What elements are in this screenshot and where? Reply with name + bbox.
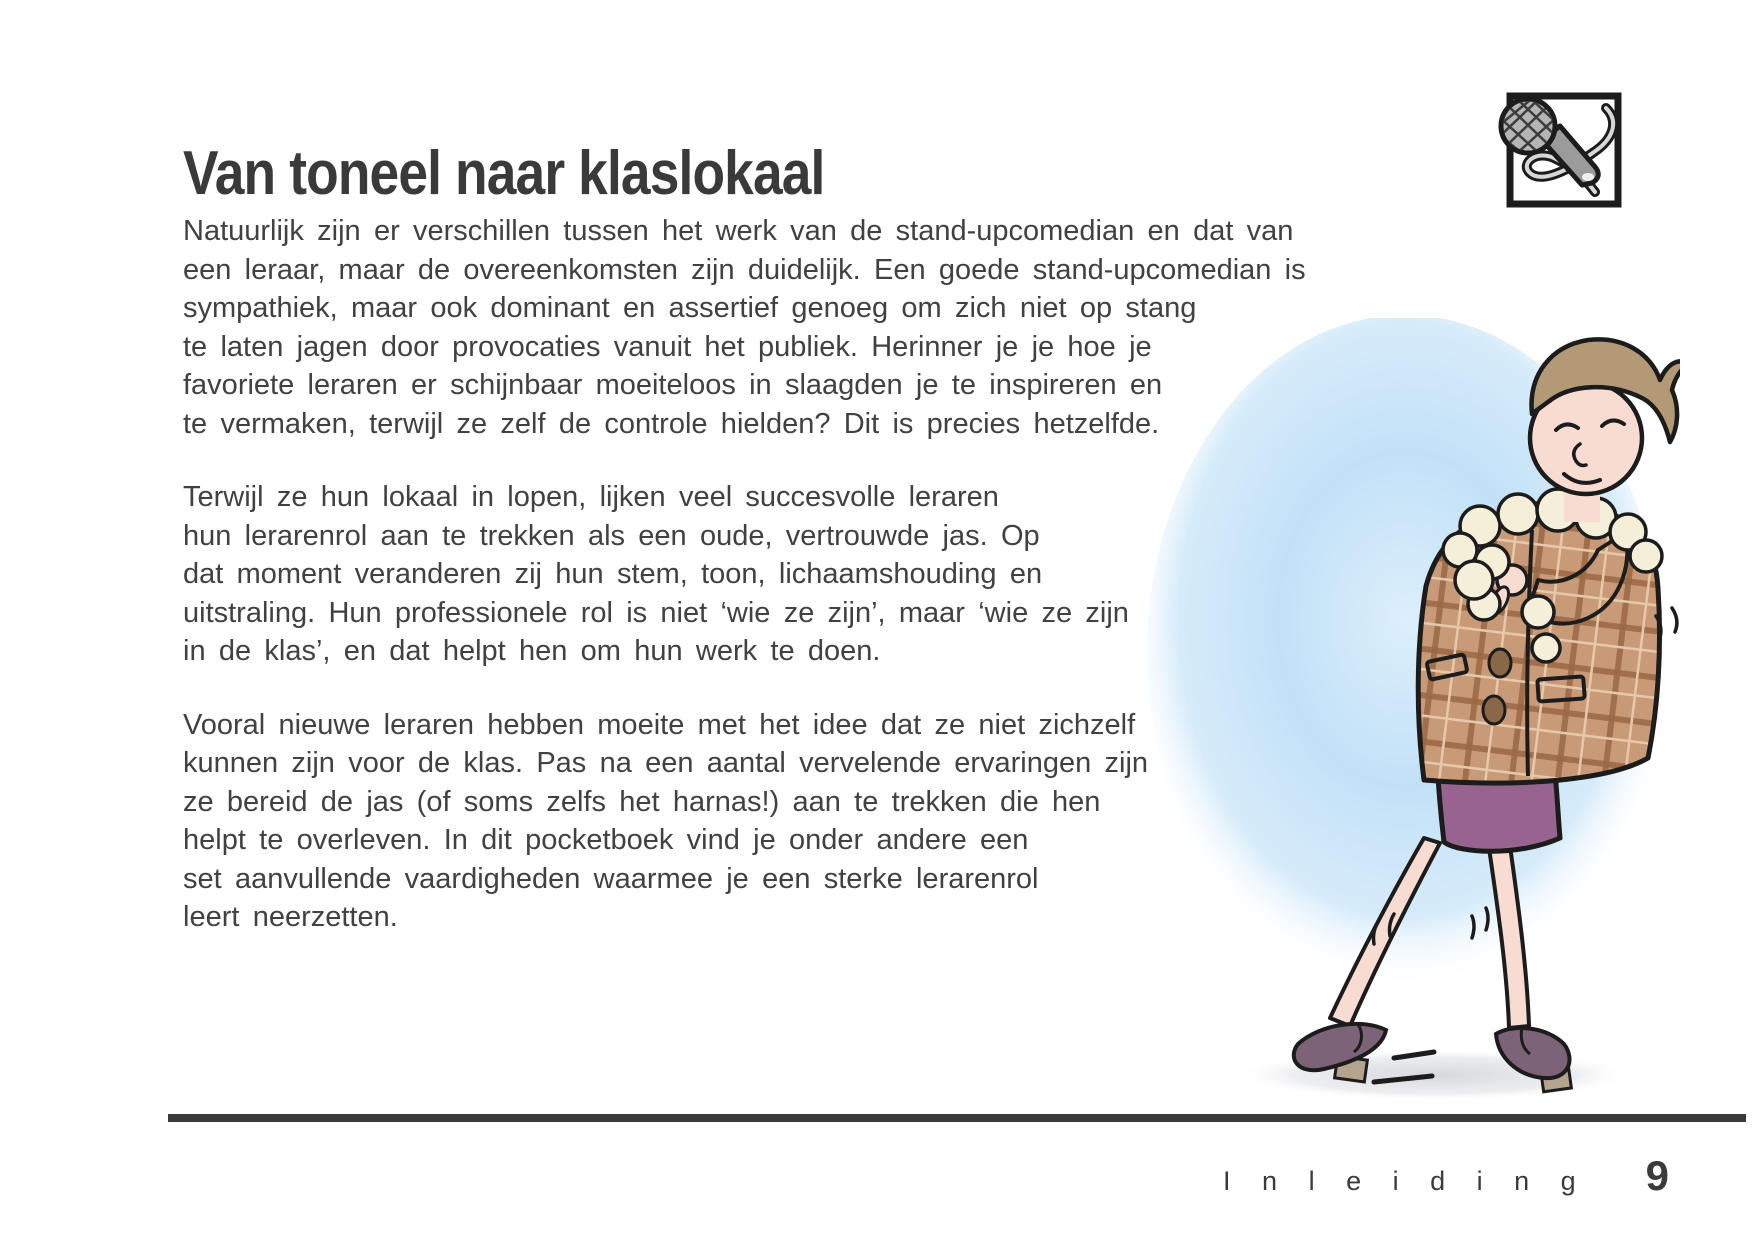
page-footer (183, 1152, 1669, 1200)
microphone-badge (1496, 84, 1632, 216)
text-line: dat moment veranderen zij hun stem, toon, lichaamshouding en (183, 558, 1043, 590)
text-line: uitstraling. Hun professionele rol is niet ‘wie ze zijn’, maar ‘wie ze zijn (183, 596, 1129, 629)
text-line: een leraar, maar de overeenkomsten zijn duidelijk. Een goede stand-upcomedian is (183, 253, 1306, 286)
walking-woman-drawing (1140, 318, 1680, 1118)
microphone-icon (1496, 84, 1632, 216)
text-line: helpt te overleven. In dit pocketboek vind je onder andere een (183, 824, 1029, 856)
text-line: in de klas’, en dat helpt hen om hun werk te doen. (183, 635, 881, 667)
page-title (183, 138, 929, 209)
woman-illustration (1140, 318, 1680, 1118)
text-line: set aanvullende vaardigheden waarmee je een sterke lerarenrol (183, 862, 1039, 895)
text-line: hun lerarenrol aan te trekken als een oude, vertrouwde jas. Op (183, 519, 1040, 552)
footer-divider (168, 1114, 1746, 1122)
page-title-text: Van toneel naar klaslokaal (183, 138, 825, 208)
text-line: leert neerzetten. (183, 901, 398, 933)
footer-section-label: I n l e i d i n g (1223, 1166, 1588, 1196)
text-line: favoriete leraren er schijnbaar moeiteloos in slaagden je te inspireren en (183, 369, 1163, 401)
text-line: sympathiek, maar ook dominant en assertief genoeg om zich niet op stang (183, 292, 1197, 324)
page-number: 9 (1645, 1152, 1669, 1199)
text-line: kunnen zijn voor de klas. Pas na een aantal vervelende ervaringen zijn (183, 747, 1149, 779)
text-line: Vooral nieuwe leraren hebben moeite met het idee dat ze niet zichzelf (183, 708, 1136, 741)
text-line: te vermaken, terwijl ze zelf de controle hielden? Dit is precies hetzelfde. (183, 407, 1160, 440)
text-line: te laten jagen door provocaties vanuit het publiek. Herinner je je hoe je (183, 330, 1152, 363)
text-line: Natuurlijk zijn er verschillen tussen het werk van de stand-upcomedian en dat van (183, 215, 1294, 247)
text-line: Terwijl ze hun lokaal in lopen, lijken veel succesvolle leraren (183, 481, 999, 513)
text-line: ze bereid de jas (of soms zelfs het harnas!) aan te trekken die hen (183, 785, 1101, 818)
